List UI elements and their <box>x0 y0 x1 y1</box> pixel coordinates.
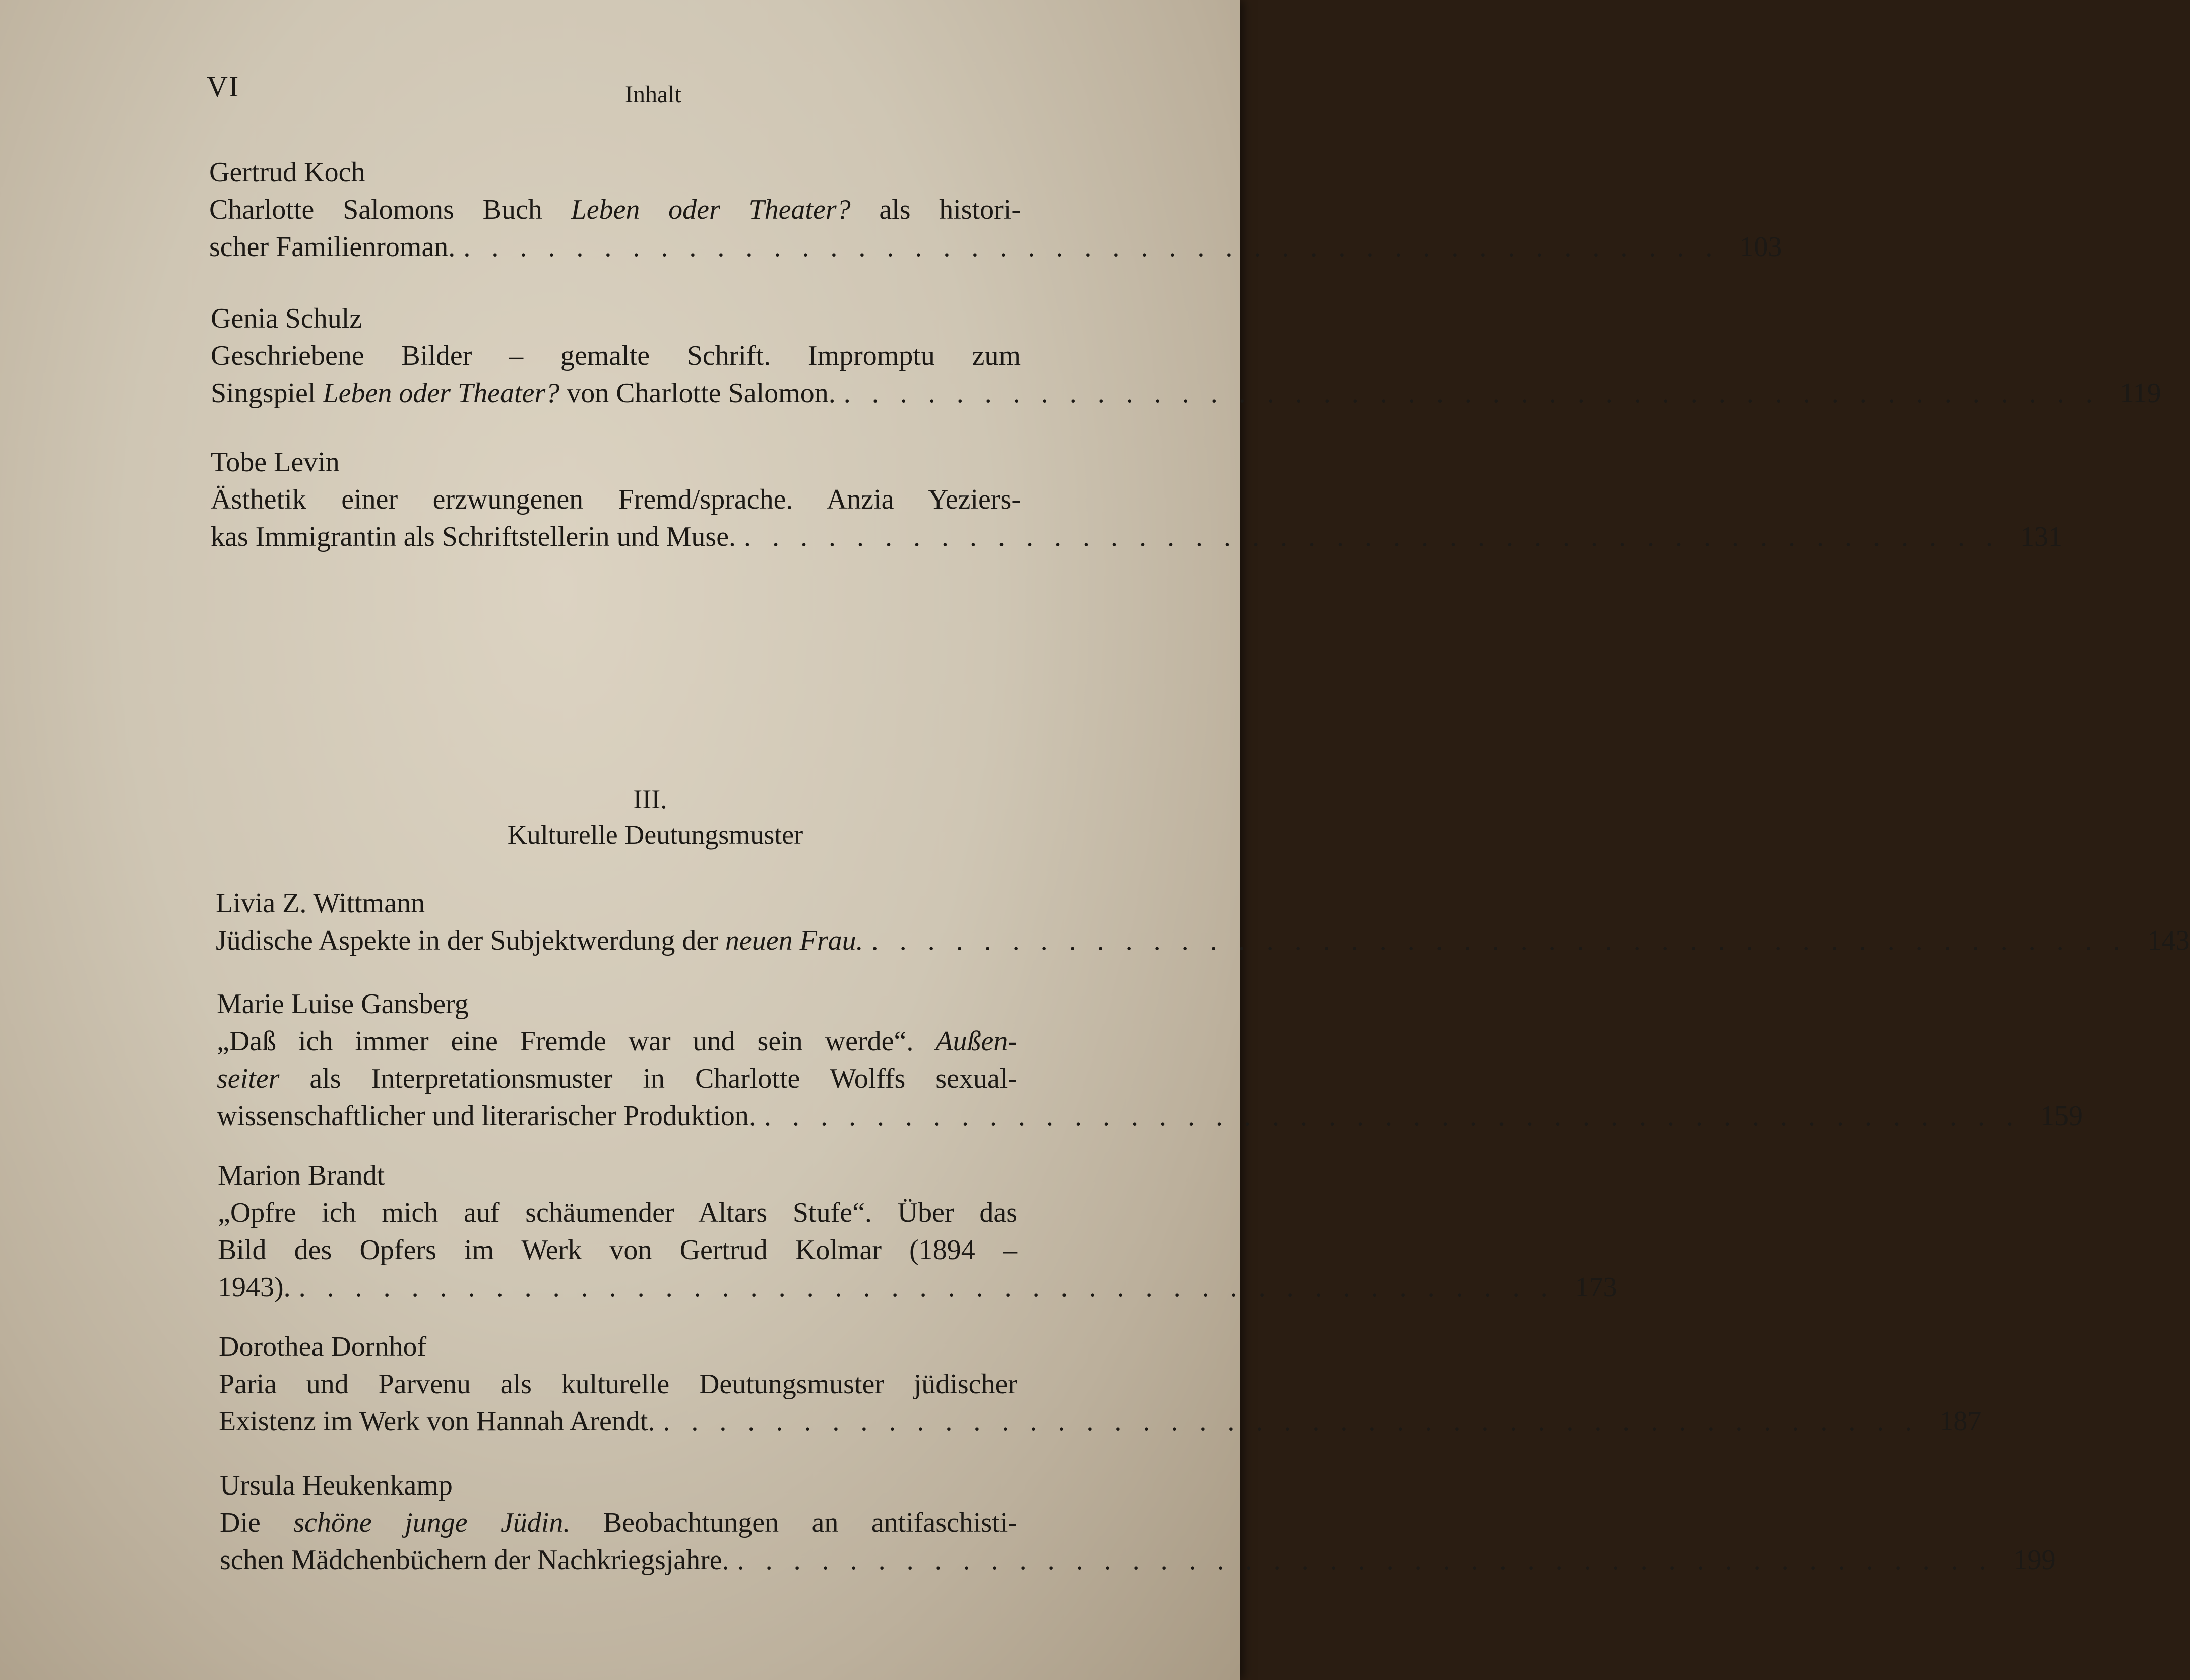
page-ref: 103 <box>1739 231 1782 263</box>
text-run: Die <box>220 1507 294 1538</box>
page-ref: 131 <box>2020 521 2063 552</box>
entry-title-line <box>218 1231 1017 1269</box>
entry-last-line <box>216 922 2190 959</box>
leader-dots: . . . . . . . . . . . . . . . . . . . . . . . . . . . . . . . . . . . . . . . . . . . . . <box>843 378 2100 409</box>
leader-dots: . . . . . . . . . . . . . . . . . . . . . . . . . . . . . . . . . . . . . . . . . . . . . <box>744 521 2000 552</box>
entry-title-line <box>219 1365 1017 1403</box>
entry-author: Genia Schulz <box>211 303 362 334</box>
italic-title: schöne junge Jüdin. <box>293 1507 571 1538</box>
entry-title-end <box>216 922 863 959</box>
toc-entry[interactable] <box>211 300 2161 412</box>
entry-author: Dorothea Dornhof <box>219 1331 427 1362</box>
entry-title-line <box>211 337 1021 375</box>
leader-dots: . . . . . . . . . . . . . . . . . . . . . . . . . . . . . . . . . . . . . . . . . . . . . <box>737 1544 1993 1576</box>
entry-last-line <box>209 228 1782 266</box>
entry-title-line <box>211 481 1021 518</box>
entry-author: Tobe Levin <box>211 447 340 478</box>
text-run: als Interpretationsmuster in Charlotte Wolffs sexual- <box>279 1063 1017 1094</box>
entry-author: Ursula Heukenkamp <box>220 1470 453 1501</box>
toc-entry[interactable] <box>219 1328 1982 1440</box>
entry-title-line <box>209 191 1021 228</box>
italic-title: Leben oder Theater? <box>323 378 560 409</box>
leader-dots: . . . . . . . . . . . . . . . . . . . . . . . . . . . . . . . . . . . . . . . . . . . . . <box>764 1100 2020 1132</box>
entry-title-end: wissenschaftlicher und literarischer Produktion. <box>217 1100 756 1132</box>
text-run: Jüdische Aspekte in der Subjektwerdung der <box>216 925 725 956</box>
italic-title: seiter <box>217 1063 280 1094</box>
entry-last-line <box>211 518 2063 555</box>
entry-author: Marie Luise Gansberg <box>217 988 469 1020</box>
toc-entry[interactable] <box>217 985 2083 1135</box>
entry-title-end: schen Mädchenbüchern der Nachkriegsjahre. <box>220 1544 729 1576</box>
entry-last-line <box>217 1097 2083 1135</box>
text-run: Singspiel <box>211 378 323 409</box>
entry-title-end: kas Immigrantin als Schriftstellerin und Muse. <box>211 521 736 552</box>
page-ref: 143 <box>2147 925 2190 956</box>
text-run: Paria und Parvenu als kulturelle Deutungsmuster jüdischer <box>219 1368 1017 1400</box>
toc-entry[interactable] <box>209 154 1782 266</box>
entry-last-line <box>219 1403 1982 1440</box>
text-run: Charlotte Salomons Buch <box>209 194 571 225</box>
text-run: von Charlotte Salomon. <box>559 378 836 409</box>
page-number: VI <box>207 70 240 103</box>
entry-title-line <box>220 1504 1017 1541</box>
italic-title: Außen- <box>935 1026 1017 1057</box>
entry-title-end <box>211 375 836 412</box>
text-run: „Opfre ich mich auf schäumender Altars Stufe“. Über das <box>218 1197 1017 1228</box>
text-run: Ästhetik einer erzwungenen Fremd/sprache. Anzia Yeziers- <box>211 484 1021 515</box>
entry-title-line <box>218 1194 1017 1231</box>
text-run: „Daß ich immer eine Fremde war und sein werde“. <box>217 1026 936 1057</box>
entry-author: Gertrud Koch <box>209 157 365 188</box>
entry-title-end: Existenz im Werk von Hannah Arendt. <box>219 1406 655 1437</box>
page-ref: 119 <box>2119 378 2161 409</box>
leader-dots: . . . . . . . . . . . . . . . . . . . . . . . . . . . . . . . . . . . . . . . . . . . . . <box>871 925 2128 956</box>
entry-title-line <box>217 1023 1017 1060</box>
entry-title-end: scher Familienroman. <box>209 231 456 263</box>
running-head: Inhalt <box>625 81 681 108</box>
entry-title-line <box>217 1060 1017 1097</box>
page-ref: 199 <box>2013 1544 2056 1576</box>
text-run: als histori- <box>850 194 1021 225</box>
page-ref: 159 <box>2040 1100 2083 1132</box>
toc-entry[interactable] <box>218 1157 1617 1306</box>
section-number: III. <box>633 784 667 815</box>
page-ref: 173 <box>1575 1272 1617 1303</box>
toc-entry[interactable] <box>220 1467 2056 1579</box>
entry-last-line <box>218 1269 1617 1306</box>
section-title: Kulturelle Deutungsmuster <box>507 820 803 850</box>
toc-entry[interactable] <box>216 885 2190 959</box>
text-run: Beobachtungen an antifaschisti- <box>570 1507 1017 1538</box>
italic-title: Leben oder Theater? <box>571 194 851 225</box>
entry-author: Marion Brandt <box>218 1160 385 1191</box>
text-run: Bild des Opfers im Werk von Gertrud Kolmar (1894 – <box>218 1234 1017 1266</box>
toc-entry[interactable] <box>211 444 2063 555</box>
leader-dots: . . . . . . . . . . . . . . . . . . . . . . . . . . . . . . . . . . . . . . . . . . . . . <box>663 1406 1919 1437</box>
italic-title: neuen Frau. <box>725 925 863 956</box>
entry-last-line <box>211 375 2161 412</box>
entry-title-end: 1943). <box>218 1272 291 1303</box>
entry-last-line <box>220 1541 2056 1579</box>
leader-dots: . . . . . . . . . . . . . . . . . . . . . . . . . . . . . . . . . . . . . . . . . . . . . <box>463 231 1720 263</box>
entry-author: Livia Z. Wittmann <box>216 888 425 919</box>
leader-dots: . . . . . . . . . . . . . . . . . . . . . . . . . . . . . . . . . . . . . . . . . . . . . <box>298 1272 1555 1303</box>
page-ref: 187 <box>1939 1406 1982 1437</box>
text-run: Geschriebene Bilder – gemalte Schrift. Impromptu zum <box>211 340 1021 371</box>
